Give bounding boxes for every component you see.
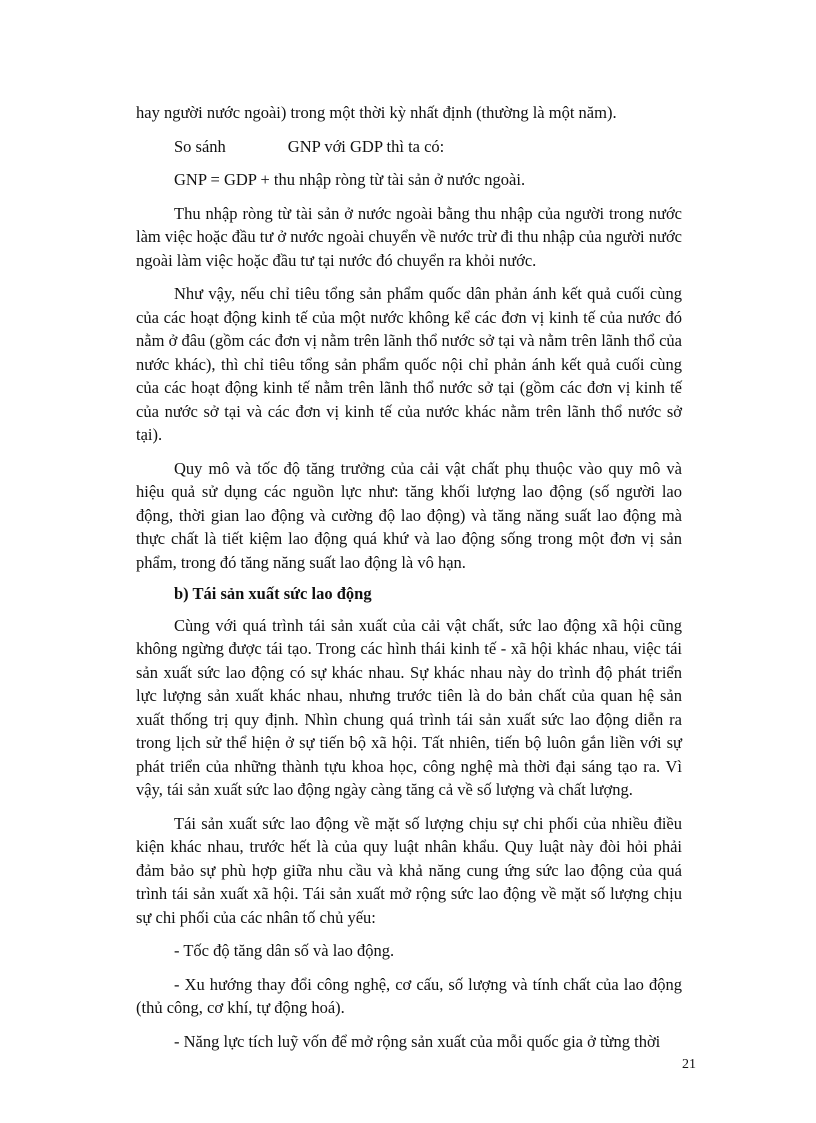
paragraph-quantity: Tái sản xuất sức lao động về mặt số lượng chịu sự chi phối của nhiều điều kiện khác nhau, trước hết là của quy luật nhân khẩu. Quy luật này đòi hỏi phải đảm bảo sự phù hợp giữa nhu cầu và khả năng cung ứng sức lao động của quá trình tái sản xuất xã hội. Tái sản xuất mở rộng sức lao động về mặt số lượng chịu sự chi phối của các nhân tố chủ yếu:	[136, 813, 682, 927]
list-item: - Xu hướng thay đổi công nghệ, cơ cấu, số lượng và tính chất của lao động (thủ công, cơ khí, tự động hoá).	[136, 974, 682, 1017]
formula-line: GNP = GDP + thu nhập ròng từ tài sản ở nước ngoài.	[174, 170, 526, 189]
paragraph-continuation: hay người nước ngoài) trong một thời kỳ nhất định (thường là một năm).	[136, 103, 617, 122]
paragraph-gnp-gdp: Như vậy, nếu chỉ tiêu tổng sản phẩm quốc dân phản ánh kết quả cuối cùng của các hoạt động kinh tế của một nước không kể các đơn vị kinh tế của nước đó nằm ở đâu (gồm các đơn vị nằm trên lãnh thổ nước sở tại và nằm trên lãnh thổ của nước khác), thì chỉ tiêu tổng sản phẩm quốc nội chỉ phản ánh kết quả cuối cùng của các hoạt động kinh tế nằm trên lãnh thổ nước sở tại (gồm các đơn vị kinh tế của nước sở tại và các đơn vị kinh tế của nước khác nằm trên lãnh thổ nước sở tại).	[136, 284, 682, 444]
page-number: 21	[682, 1057, 696, 1072]
comparison-lead: So sánh	[174, 136, 226, 156]
paragraph-net-income: Thu nhập ròng từ tài sản ở nước ngoài bằng thu nhập của người trong nước làm việc hoặc đầu tư ở nước ngoài chuyển về nước trừ đi thu nhập của người nước ngoài làm việc hoặc đầu tư tại nước đó chuyển ra khỏi nước.	[136, 203, 682, 270]
paragraph-scale-growth: Quy mô và tốc độ tăng trưởng của cải vật chất phụ thuộc vào quy mô và hiệu quả sử dụng các nguồn lực như: tăng khối lượng lao động (số người lao động, thời gian lao động và cường độ lao động) và tăng năng suất lao động mà thực chất là tiết kiệm lao động quá khứ và lao động sống trong một đơn vị sản phẩm, trong đó tăng năng suất lao động là vô hạn.	[136, 458, 682, 572]
section-heading: b) Tái sản xuất sức lao động	[174, 584, 372, 603]
list-item: - Tốc độ tăng dân số và lao động.	[174, 941, 395, 960]
list-item: - Năng lực tích luỹ vốn để mở rộng sản xuất của mỗi quốc gia ở từng thời	[174, 1031, 661, 1051]
paragraph-labor-reproduction: Cùng với quá trình tái sản xuất của cải vật chất, sức lao động xã hội cũng không ngừng được tái tạo. Trong các hình thái kinh tế - xã hội khác nhau, việc tái sản xuất sức lao động có sự khác nhau. Sự khác nhau này do trình độ phát triển lực lượng sản xuất khác nhau, nhưng trước tiên là do bản chất của quan hệ sản xuất thống trị quy định. Nhìn chung quá trình tái sản xuất sức lao động diễn ra trong lịch sử thể hiện ở sự tiến bộ xã hội. Tất nhiên, tiến bộ luôn gắn liền với sự phát triển của những thành tựu khoa học, công nghệ mà thời đại sáng tạo ra. Vì vậy, tái sản xuất sức lao động ngày càng tăng cả về số lượng và chất lượng.	[136, 615, 682, 799]
comparison-line	[136, 135, 682, 159]
page-body	[136, 101, 682, 1063]
comparison-rest: GNP với GDP thì ta có:	[287, 136, 445, 156]
